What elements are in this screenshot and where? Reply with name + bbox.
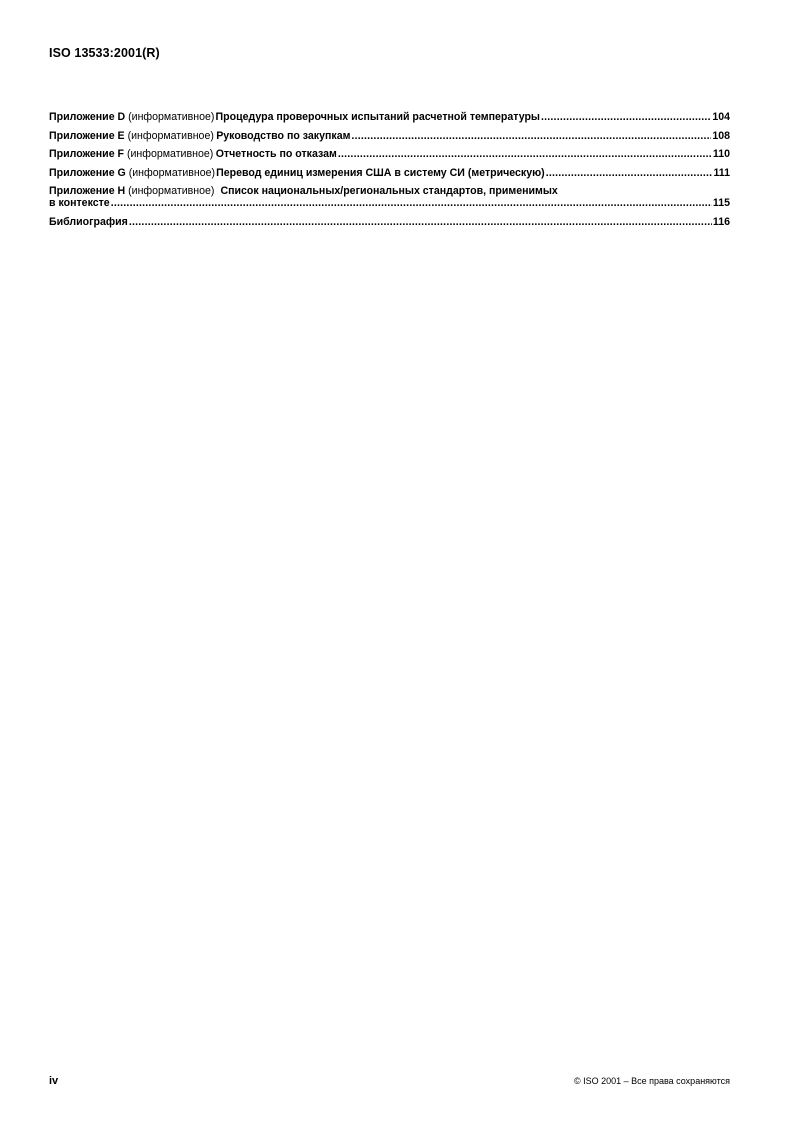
toc-annex-type: (информативное) [128, 166, 216, 179]
toc-page-number: 111 [713, 166, 730, 179]
toc-page-number: 115 [712, 197, 730, 209]
toc-page-number: 116 [712, 215, 730, 228]
toc-leader-dots [338, 148, 712, 160]
toc-entry-title: Библиография [49, 215, 128, 228]
toc-entry-title: Список национальных/региональных стандартов, применимых [220, 185, 558, 197]
document-header: ISO 13533:2001(R) [49, 46, 160, 60]
toc-entry-annex-e[interactable] [49, 130, 730, 142]
toc-entry-bibliography[interactable] [49, 216, 730, 228]
toc-annex-label: Приложение D [49, 111, 126, 123]
footer-page-number: iv [49, 1075, 59, 1087]
toc-entry-title: Руководство по закупкам [216, 129, 351, 142]
toc-entry-title: Процедура проверочных испытаний расчетной температуры [215, 111, 540, 123]
toc-leader-dots [129, 216, 712, 228]
toc-page-number: 104 [712, 111, 730, 123]
toc-entry-annex-h[interactable] [49, 185, 730, 209]
toc-leader-dots [351, 130, 711, 142]
toc-annex-type: (информативное) [127, 129, 214, 142]
toc-page-number: 110 [712, 148, 730, 160]
toc-annex-label: Приложение E [49, 129, 125, 142]
toc-annex-type: (информативное) [126, 148, 214, 160]
toc-annex-label: Приложение F [49, 148, 124, 160]
table-of-contents [49, 111, 730, 234]
toc-annex-label: Приложение G [49, 166, 126, 179]
toc-entry-annex-f[interactable] [49, 148, 730, 160]
toc-entry-title-continued: в контексте [49, 197, 110, 209]
toc-entry-annex-d[interactable] [49, 111, 730, 123]
toc-leader-dots [111, 197, 712, 209]
toc-page-number: 108 [712, 129, 730, 142]
toc-annex-label: Приложение H [49, 185, 126, 197]
toc-leader-dots [546, 167, 713, 179]
toc-entry-annex-g[interactable] [49, 167, 730, 179]
toc-leader-dots [541, 111, 711, 123]
toc-entry-title: Отчетность по отказам [215, 148, 337, 160]
toc-annex-type: (информативное) [128, 111, 215, 123]
toc-entry-title: Перевод единиц измерения США в систему СИ (метрическую) [216, 166, 545, 179]
toc-annex-type: (информативное) [128, 185, 215, 197]
footer-copyright: © ISO 2001 – Все права сохраняются [573, 1076, 730, 1086]
